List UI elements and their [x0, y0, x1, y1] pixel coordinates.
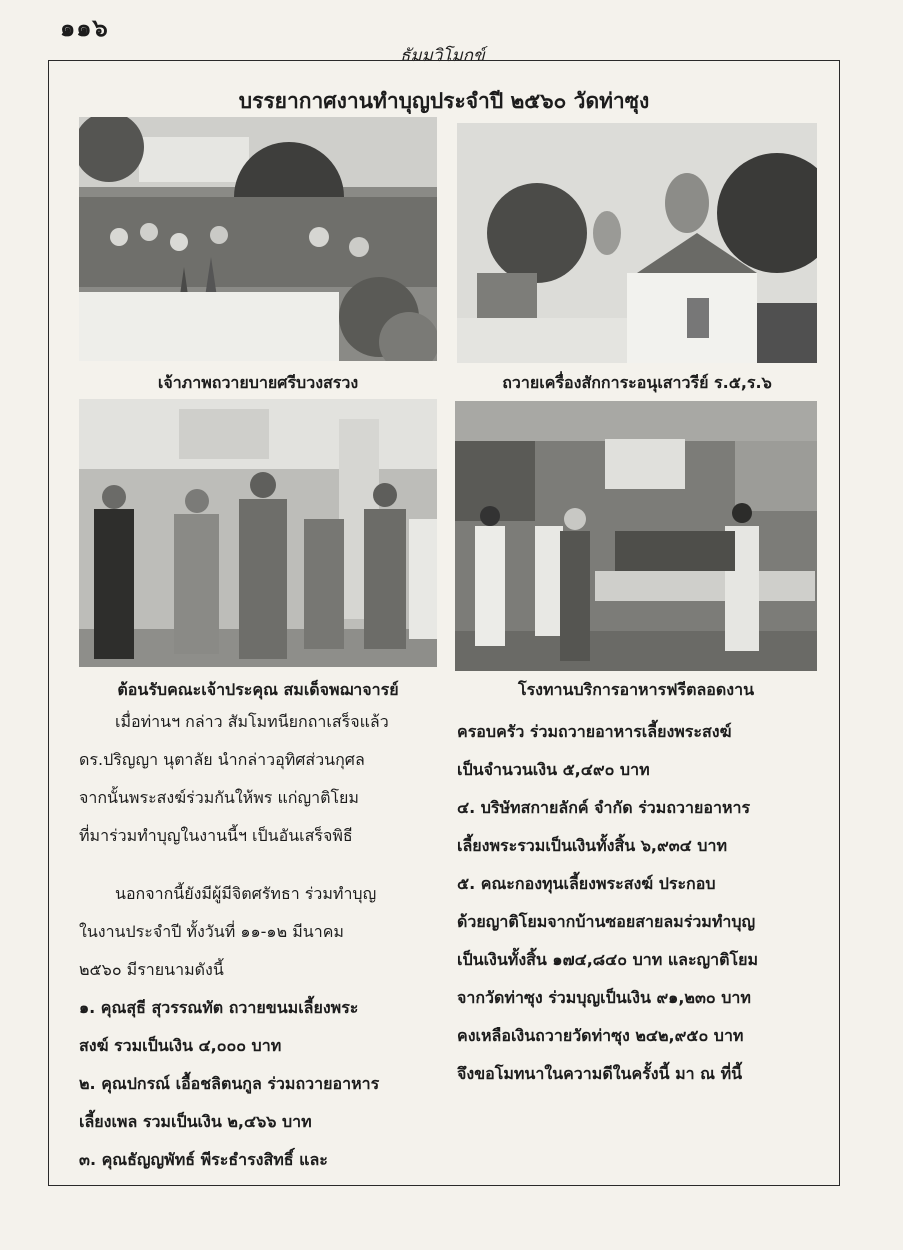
- donor-line: ๕. คณะกองทุนเลี้ยงพระสงฆ์ ประกอบ: [457, 874, 716, 893]
- donor-line: เป็นเงินทั้งสิ้น ๑๗๔,๘๔๐ บาท และญาติโยม: [457, 950, 759, 969]
- donor-line: ๔. บริษัทสกายลักค์ จำกัด ร่วมถวายอาหาร: [457, 798, 751, 817]
- text-line: ในงานประจำปี ทั้งวันที่ ๑๑-๑๒ มีนาคม: [79, 922, 344, 941]
- text-line: ดร.ปริญญา นุตาลัย นำกล่าวอุทิศส่วนกุศล: [79, 750, 365, 769]
- donor-line: จึงขอโมทนาในความดีในครั้งนี้ มา ณ ที่นี้: [457, 1064, 743, 1083]
- caption-photo-4: โรงทานบริการอาหารฟรีตลอดงาน: [517, 680, 755, 699]
- donor-line: ด้วยญาติโยมจากบ้านซอยสายลมร่วมทำบุญ: [457, 912, 756, 931]
- left-column: [79, 703, 439, 1179]
- donor-line: คงเหลือเงินถวายวัดท่าซุง ๒๔๒,๙๕๐ บาท: [457, 1026, 744, 1045]
- text-line: ๒๕๖๐ มีรายนามดังนี้: [79, 960, 224, 979]
- text-line: เมื่อท่านฯ กล่าว สัมโมทนียกถาเสร็จแล้ว: [115, 712, 389, 731]
- text-line: จากนั้นพระสงฆ์ร่วมกันให้พร แก่ญาติโยม: [79, 788, 359, 807]
- caption-photo-2: ถวายเครื่องสักการะอนุเสาวรีย์ ร.๕,ร.๖: [502, 373, 772, 392]
- donor-line: ๒. คุณปกรณ์ เอื้อชลิตนกูล ร่วมถวายอาหาร: [79, 1074, 380, 1093]
- donor-line: เลี้ยงเพล รวมเป็นเงิน ๒,๔๖๖ บาท: [79, 1112, 312, 1131]
- photo-baisri-offering: [79, 117, 437, 361]
- page-number: ๑๑๖: [60, 14, 109, 42]
- caption-photo-1: เจ้าภาพถวายบายศรีบวงสรวง: [157, 373, 359, 392]
- donor-line: ๓. คุณธัญญพัทธ์ พีระธำรงสิทธิ์ และ: [79, 1150, 328, 1169]
- page-title: บรรยากาศงานทำบุญประจำปี ๒๕๖๐ วัดท่าซุง: [238, 89, 650, 113]
- running-header: ธัมมวิโมกข์: [400, 46, 485, 66]
- photo-welcome-procession: [79, 399, 437, 667]
- right-column: [457, 713, 817, 1093]
- photo-food-hall: [455, 401, 817, 671]
- donor-line: เลี้ยงพระรวมเป็นเงินทั้งสิ้น ๖,๙๓๔ บาท: [457, 836, 727, 855]
- text-line: ที่มาร่วมทำบุญในงานนี้ฯ เป็นอันเสร็จพิธี: [79, 826, 353, 845]
- donor-line: เป็นจำนวนเงิน ๕,๔๙๐ บาท: [457, 760, 650, 779]
- caption-photo-3: ต้อนรับคณะเจ้าประคุณ สมเด็จพฌาจารย์: [117, 680, 399, 699]
- article-frame: [48, 60, 840, 1186]
- donor-line: ๑. คุณสุธี สุวรรณทัต ถวายขนมเลี้ยงพระ: [79, 998, 359, 1017]
- donor-line: สงฆ์ รวมเป็นเงิน ๔,๐๐๐ บาท: [79, 1036, 282, 1055]
- donor-line: จากวัดท่าซุง ร่วมบุญเป็นเงิน ๙๑,๒๓๐ บาท: [457, 988, 751, 1007]
- text-line: นอกจากนี้ยังมีผู้มีจิตศรัทธา ร่วมทำบุญ: [115, 884, 377, 903]
- donor-line: ครอบครัว ร่วมถวายอาหารเลี้ยงพระสงฆ์: [457, 722, 732, 741]
- photo-monument: [457, 123, 817, 363]
